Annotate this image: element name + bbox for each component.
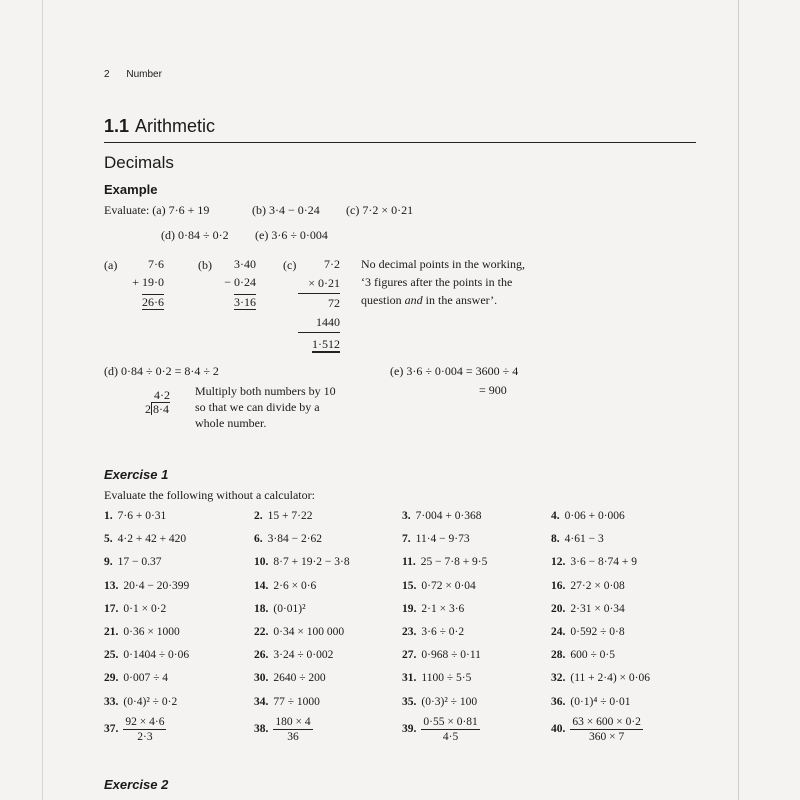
exercise1-item bbox=[402, 603, 464, 615]
item-expression: 2·31 × 0·34 bbox=[570, 602, 625, 615]
exercise1-item bbox=[551, 510, 625, 522]
item-expression: 7·6 + 0·31 bbox=[117, 510, 167, 522]
exercise1-item bbox=[104, 580, 189, 592]
item-number: 38. bbox=[254, 723, 269, 736]
section-name: Arithmetic bbox=[135, 116, 216, 136]
item-number: 14. bbox=[254, 579, 269, 592]
working-c-line2: × 0·21 bbox=[298, 274, 340, 294]
fraction bbox=[273, 716, 312, 743]
item-expression: 600 ÷ 0·5 bbox=[570, 649, 616, 662]
item-expression: 0·592 ÷ 0·8 bbox=[570, 626, 625, 638]
item-number: 4. bbox=[551, 510, 560, 522]
working-b bbox=[214, 255, 256, 311]
item-number: 30. bbox=[254, 672, 269, 685]
subsection-title: Decimals bbox=[104, 153, 174, 172]
chapter-name: Number bbox=[126, 69, 162, 80]
item-number: 1. bbox=[104, 510, 113, 522]
item-expression: 0·1 × 0·2 bbox=[123, 602, 167, 615]
example-intro-b: (b) 3·4 − 0·24 bbox=[252, 203, 320, 217]
exercise1-item bbox=[402, 626, 464, 638]
item-number: 37. bbox=[104, 723, 119, 736]
item-expression: 25 − 7·8 + 9·5 bbox=[420, 556, 488, 569]
exercise1-item bbox=[254, 510, 312, 522]
exercise1-item bbox=[402, 696, 477, 708]
item-number: 2. bbox=[254, 510, 263, 522]
exercise1-item bbox=[402, 510, 482, 522]
exercise1-item bbox=[551, 626, 625, 638]
c-note-line1: No decimal points in the working, bbox=[361, 257, 525, 271]
exercise1-item bbox=[551, 649, 615, 661]
item-number: 40. bbox=[551, 723, 566, 736]
fraction-numerator: 92 × 4·6 bbox=[125, 716, 165, 728]
fraction bbox=[123, 716, 166, 743]
exercise1-item bbox=[104, 696, 177, 708]
fraction-numerator: 180 × 4 bbox=[275, 716, 311, 728]
item-number: 33. bbox=[104, 695, 119, 708]
d-note-line1: Multiply both numbers by 10 bbox=[195, 384, 336, 398]
d-note-line3: whole number. bbox=[195, 416, 267, 430]
item-number: 31. bbox=[402, 672, 417, 685]
working-a-tag: (a) bbox=[104, 258, 118, 272]
exercise1-item bbox=[254, 672, 326, 684]
item-expression: 4·2 + 42 + 420 bbox=[117, 533, 187, 546]
exercise1-item bbox=[104, 556, 162, 568]
example-intro-e: (e) 3·6 ÷ 0·004 bbox=[255, 228, 328, 242]
working-d-division bbox=[130, 388, 170, 416]
fraction bbox=[421, 716, 479, 743]
item-number: 24. bbox=[551, 626, 566, 638]
exercise1-item bbox=[402, 672, 471, 684]
item-expression: 27·2 × 0·08 bbox=[570, 579, 625, 592]
fraction-denominator: 4·5 bbox=[442, 731, 459, 743]
item-expression: 1100 ÷ 5·5 bbox=[421, 672, 472, 685]
exercise1-fraction-item bbox=[551, 716, 643, 743]
item-number: 10. bbox=[254, 556, 269, 569]
fraction bbox=[570, 716, 643, 743]
exercise2-title: Exercise 2 bbox=[104, 777, 169, 792]
item-number: 27. bbox=[402, 649, 417, 662]
item-expression: 8·7 + 19·2 − 3·8 bbox=[273, 556, 350, 569]
exercise1-item bbox=[551, 533, 604, 545]
exercise1-item bbox=[254, 696, 320, 708]
item-expression: 0·06 + 0·006 bbox=[564, 510, 625, 522]
item-expression: 2·6 × 0·6 bbox=[273, 579, 317, 592]
fraction-numerator: 63 × 600 × 0·2 bbox=[572, 716, 641, 728]
working-c-line4: 1440 bbox=[298, 313, 340, 333]
item-number: 19. bbox=[402, 602, 417, 615]
item-number: 11. bbox=[402, 556, 416, 569]
section-number: 1.1 bbox=[104, 116, 130, 136]
working-b-tag: (b) bbox=[198, 258, 212, 272]
exercise1-item bbox=[402, 533, 470, 545]
section-title bbox=[104, 116, 215, 137]
exercise1-item bbox=[551, 556, 637, 568]
item-expression: 4·61 − 3 bbox=[564, 533, 604, 546]
item-number: 25. bbox=[104, 649, 119, 662]
c-note-line2: ‘3 figures after the points in the bbox=[361, 275, 513, 289]
exercise1-fraction-item bbox=[104, 716, 166, 743]
item-expression: 3·6 − 8·74 + 9 bbox=[570, 556, 638, 569]
c-note-line3: question and in the answer’. bbox=[361, 293, 498, 307]
item-expression: (11 + 2·4) × 0·06 bbox=[570, 672, 650, 685]
exercise1-item bbox=[104, 603, 166, 615]
item-number: 3. bbox=[402, 510, 411, 522]
exercise1-item bbox=[254, 603, 306, 615]
item-expression: (0·01)² bbox=[273, 602, 306, 615]
item-expression: 20·4 − 20·399 bbox=[123, 579, 190, 592]
item-expression: 0·1404 ÷ 0·06 bbox=[123, 649, 190, 662]
item-number: 35. bbox=[402, 695, 417, 708]
d-quotient: 4·2 bbox=[154, 388, 170, 402]
section-rule bbox=[104, 142, 696, 143]
item-number: 29. bbox=[104, 672, 119, 685]
page-edge-left bbox=[42, 0, 43, 800]
exercise1-item bbox=[551, 672, 650, 684]
working-c-note bbox=[361, 255, 525, 309]
item-expression: 0·36 × 1000 bbox=[123, 626, 180, 638]
working-d-line: (d) 0·84 ÷ 0·2 = 8·4 ÷ 2 bbox=[104, 364, 219, 378]
item-expression: 3·84 − 2·62 bbox=[267, 533, 323, 546]
exercise1-item bbox=[254, 556, 350, 568]
item-number: 26. bbox=[254, 649, 269, 662]
fraction-denominator: 2·3 bbox=[137, 731, 153, 743]
item-expression: 7·004 + 0·368 bbox=[415, 510, 482, 522]
item-number: 28. bbox=[551, 649, 566, 662]
working-b-line1: 3·40 bbox=[234, 257, 256, 271]
item-number: 16. bbox=[551, 579, 566, 592]
d-divisor: 2 bbox=[145, 402, 151, 416]
exercise1-item bbox=[254, 533, 322, 545]
item-expression: 2640 ÷ 200 bbox=[273, 672, 326, 685]
item-expression: 77 ÷ 1000 bbox=[273, 695, 320, 708]
working-a-line1: 7·6 bbox=[148, 257, 164, 271]
item-expression: 0·34 × 100 000 bbox=[273, 626, 345, 638]
working-e-line2: = 900 bbox=[479, 383, 507, 397]
item-number: 17. bbox=[104, 602, 119, 615]
item-number: 21. bbox=[104, 626, 119, 638]
example-intro-c: (c) 7·2 × 0·21 bbox=[346, 203, 414, 217]
exercise1-item bbox=[551, 696, 631, 708]
example-intro-a: Evaluate: (a) 7·6 + 19 bbox=[104, 203, 210, 217]
working-c-line3: 72 bbox=[328, 296, 340, 310]
item-expression: 0·007 ÷ 4 bbox=[123, 672, 169, 685]
exercise1-fraction-item bbox=[402, 716, 480, 743]
item-number: 18. bbox=[254, 602, 269, 615]
working-c-result: 1·512 bbox=[312, 337, 340, 351]
item-expression: 11·4 − 9·73 bbox=[415, 533, 470, 546]
item-expression: (0·1)⁴ ÷ 0·01 bbox=[570, 695, 631, 708]
working-c bbox=[298, 255, 340, 354]
exercise1-item bbox=[254, 649, 333, 661]
d-dividend: 8·4 bbox=[153, 402, 169, 416]
working-e-line: (e) 3·6 ÷ 0·004 = 3600 ÷ 4 bbox=[390, 364, 519, 378]
item-number: 32. bbox=[551, 672, 566, 685]
item-number: 6. bbox=[254, 533, 263, 546]
exercise1-item bbox=[254, 580, 316, 592]
exercise1-item bbox=[104, 626, 180, 638]
item-expression: 3·6 ÷ 0·2 bbox=[421, 626, 465, 638]
example-label: Example bbox=[104, 182, 158, 197]
item-number: 9. bbox=[104, 556, 113, 569]
page-number: 2 bbox=[104, 69, 110, 80]
item-number: 34. bbox=[254, 695, 269, 708]
exercise1-title: Exercise 1 bbox=[104, 467, 169, 482]
item-number: 7. bbox=[402, 533, 411, 546]
item-number: 20. bbox=[551, 602, 566, 615]
item-number: 39. bbox=[402, 723, 417, 736]
exercise1-item bbox=[104, 533, 186, 545]
item-number: 36. bbox=[551, 695, 566, 708]
item-expression: 17 − 0.37 bbox=[117, 556, 162, 569]
page-edge-right bbox=[738, 0, 739, 800]
fraction-numerator: 0·55 × 0·81 bbox=[423, 716, 478, 728]
item-expression: 3·24 ÷ 0·002 bbox=[273, 649, 334, 662]
example-intro-d: (d) 0·84 ÷ 0·2 bbox=[161, 228, 229, 242]
d-note-line2: so that we can divide by a bbox=[195, 400, 320, 414]
working-b-result: 3·16 bbox=[234, 295, 256, 309]
exercise1-instruction: Evaluate the following without a calculator: bbox=[104, 488, 315, 502]
item-number: 22. bbox=[254, 626, 269, 638]
working-b-line2: − 0·24 bbox=[224, 275, 256, 289]
exercise1-item bbox=[254, 626, 344, 638]
working-d-note bbox=[195, 383, 336, 431]
item-number: 23. bbox=[402, 626, 417, 638]
working-c-line1: 7·2 bbox=[324, 257, 340, 271]
item-number: 13. bbox=[104, 579, 119, 592]
fraction-denominator: 36 bbox=[287, 731, 299, 743]
working-c-tag: (c) bbox=[283, 258, 297, 272]
item-expression: 0·968 ÷ 0·11 bbox=[421, 649, 481, 662]
item-expression: 15 + 7·22 bbox=[267, 510, 313, 522]
item-number: 12. bbox=[551, 556, 566, 569]
item-expression: (0·3)² ÷ 100 bbox=[421, 695, 478, 708]
exercise1-item bbox=[551, 603, 625, 615]
exercise1-item bbox=[104, 649, 189, 661]
fraction-denominator: 360 × 7 bbox=[589, 731, 625, 743]
exercise1-item bbox=[104, 510, 166, 522]
exercise1-item bbox=[402, 556, 487, 568]
exercise1-item bbox=[402, 649, 481, 661]
item-number: 8. bbox=[551, 533, 560, 546]
item-expression: 0·72 × 0·04 bbox=[421, 579, 476, 592]
exercise1-fraction-item bbox=[254, 716, 313, 743]
item-expression: 2·1 × 3·6 bbox=[421, 602, 465, 615]
item-number: 15. bbox=[402, 579, 417, 592]
item-expression: (0·4)² ÷ 0·2 bbox=[123, 695, 178, 708]
item-number: 5. bbox=[104, 533, 113, 546]
exercise1-item bbox=[402, 580, 476, 592]
running-header bbox=[104, 69, 162, 80]
working-a-result: 26·6 bbox=[142, 295, 164, 309]
exercise1-item bbox=[104, 672, 168, 684]
working-a bbox=[122, 255, 164, 311]
exercise1-item bbox=[551, 580, 625, 592]
working-a-line2: + 19·0 bbox=[132, 275, 164, 289]
